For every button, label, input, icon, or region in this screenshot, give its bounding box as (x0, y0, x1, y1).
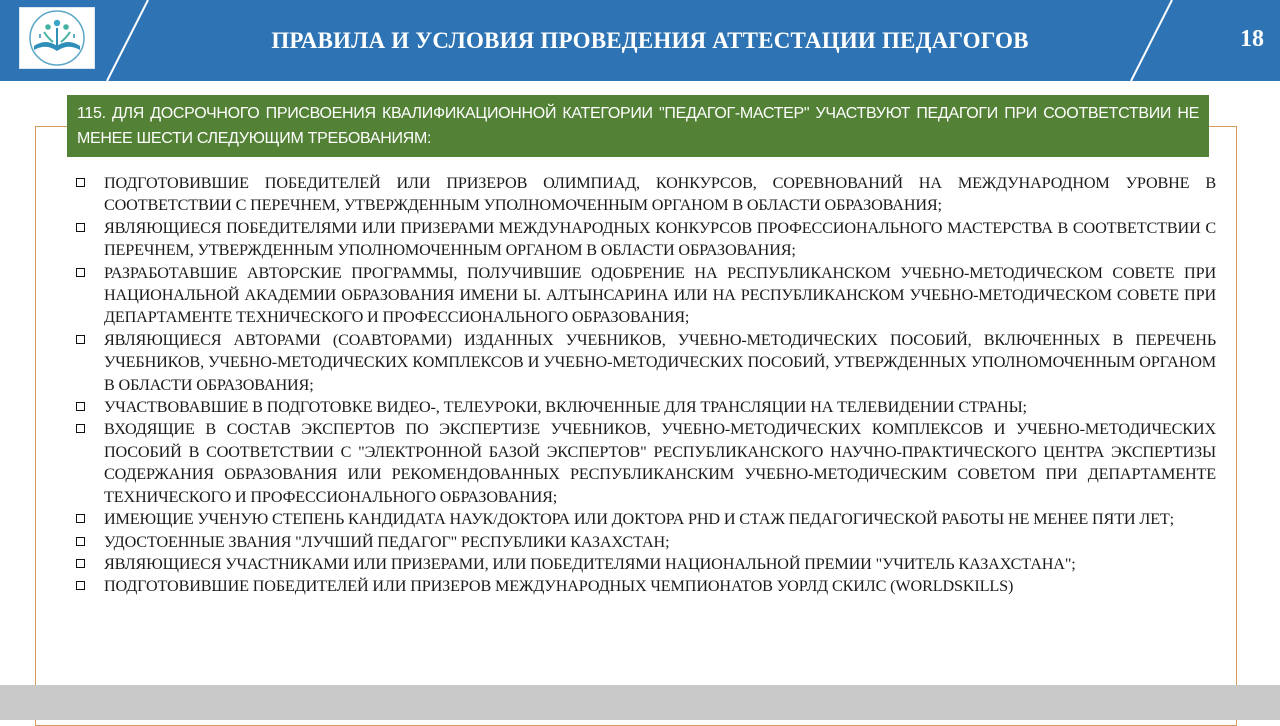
checkbox-square-icon (76, 424, 85, 433)
list-item-text: РАЗРАБОТАВШИЕ АВТОРСКИЕ ПРОГРАММЫ, ПОЛУЧИВШИЕ ОДОБРЕНИЕ НА РЕСПУБЛИКАНСКОМ УЧЕБНО-МЕТОДИЧЕСКОМ СОВЕТЕ ПРИ НАЦИОНАЛЬНОЙ АКАДЕМИИ ОБРАЗОВАНИЯ ИМЕНИ Ы. АЛТЫНСАРИНА ИЛИ НА РЕСПУБЛИКАНСКОМ УЧЕБНО-МЕТОДИЧЕСКОМ СОВЕТЕ ПРИ ДЕПАРТАМЕНТЕ ТЕХНИЧЕСКОГО И ПРОФЕССИОНАЛЬНОГО ОБРАЗОВАНИЯ; (104, 263, 1216, 327)
checkbox-square-icon (76, 559, 85, 568)
list-item (74, 553, 1216, 575)
intro-banner: 115. ДЛЯ ДОСРОЧНОГО ПРИСВОЕНИЯ КВАЛИФИКАЦИОННОЙ КАТЕГОРИИ "ПЕДАГОГ-МАСТЕР" УЧАСТВУЮТ ПЕДАГОГИ ПРИ СООТВЕТСТВИИ НЕ МЕНЕЕ ШЕСТИ СЛЕДУЮЩИМ ТРЕБОВАНИЯМ: (67, 95, 1209, 157)
list-item (74, 418, 1216, 508)
list-item-text: ИМЕЮЩИЕ УЧЕНУЮ СТЕПЕНЬ КАНДИДАТА НАУК/ДОКТОРА ИЛИ ДОКТОРА PHD И СТАЖ ПЕДАГОГИЧЕСКОЙ РАБОТЫ НЕ МЕНЕЕ ПЯТИ ЛЕТ; (104, 510, 1175, 529)
checkbox-square-icon (76, 581, 85, 590)
book-people-logo-icon (19, 7, 95, 69)
list-item-text: ЯВЛЯЮЩИЕСЯ УЧАСТНИКАМИ ИЛИ ПРИЗЕРАМИ, ИЛИ ПОБЕДИТЕЛЯМИ НАЦИОНАЛЬНОЙ ПРЕМИИ "УЧИТЕЛЬ КАЗАХСТАНА"; (104, 554, 1076, 573)
checkbox-square-icon (76, 335, 85, 344)
slide-header (0, 0, 1280, 81)
list-item (74, 262, 1216, 329)
list-item-text: ЯВЛЯЮЩИЕСЯ ПОБЕДИТЕЛЯМИ ИЛИ ПРИЗЕРАМИ МЕЖДУНАРОДНЫХ КОНКУРСОВ ПРОФЕССИОНАЛЬНОГО МАСТЕРСТВА В СООТВЕТСТВИИ С ПЕРЕЧНЕМ, УТВЕРЖДЕННЫМ УПОЛНОМОЧЕННЫМ ОРГАНОМ В ОБЛАСТИ ОБРАЗОВАНИЯ; (104, 218, 1216, 260)
checkbox-square-icon (76, 537, 85, 546)
checkbox-square-icon (76, 402, 85, 411)
list-item (74, 217, 1216, 262)
list-item (74, 575, 1216, 597)
list-item (74, 329, 1216, 396)
list-item (74, 508, 1216, 530)
page-number: 18 (1240, 26, 1264, 52)
requirements-list (74, 172, 1216, 598)
checkbox-square-icon (76, 178, 85, 187)
list-item-text: УДОСТОЕННЫЕ ЗВАНИЯ "ЛУЧШИЙ ПЕДАГОГ" РЕСПУБЛИКИ КАЗАХСТАН; (104, 532, 670, 551)
checkbox-square-icon (76, 223, 85, 232)
list-item-text: ПОДГОТОВИВШИЕ ПОБЕДИТЕЛЕЙ ИЛИ ПРИЗЕРОВ ОЛИМПИАД, КОНКУРСОВ, СОРЕВНОВАНИЙ НА МЕЖДУНАРОДНОМ УРОВНЕ В СООТВЕТСТВИИ С ПЕРЕЧНЕМ, УТВЕРЖДЕННЫМ УПОЛНОМОЧЕННЫМ ОРГАНОМ В ОБЛАСТИ ОБРАЗОВАНИЯ; (104, 174, 1216, 215)
checkbox-square-icon (76, 514, 85, 523)
list-item-text: ВХОДЯЩИЕ В СОСТАВ ЭКСПЕРТОВ ПО ЭКСПЕРТИЗЕ УЧЕБНИКОВ, УЧЕБНО-МЕТОДИЧЕСКИХ КОМПЛЕКСОВ И УЧЕБНО-МЕТОДИЧЕСКИХ ПОСОБИЙ В СООТВЕТСТВИИ С "ЭЛЕКТРОННОЙ БАЗОЙ ЭКСПЕРТОВ" РЕСПУБЛИКАНСКОГО НАУЧНО-ПРАКТИЧЕСКОГО ЦЕНТРА ЭКСПЕРТИЗЫ СОДЕРЖАНИЯ ОБРАЗОВАНИЯ ИЛИ РЕКОМЕНДОВАННЫХ РЕСПУБЛИКАНСКИМ УЧЕБНО-МЕТОДИЧЕСКИМ СОВЕТОМ ПРИ ДЕПАРТАМЕНТЕ ТЕХНИЧЕСКОГО И ПРОФЕССИОНАЛЬНОГО ОБРАЗОВАНИЯ; (104, 420, 1216, 506)
list-item-text: ЯВЛЯЮЩИЕСЯ АВТОРАМИ (СОАВТОРАМИ) ИЗДАННЫХ УЧЕБНИКОВ, УЧЕБНО-МЕТОДИЧЕСКИХ ПОСОБИЙ, ВКЛЮЧЕННЫХ В ПЕРЕЧЕНЬ УЧЕБНИКОВ, УЧЕБНО-МЕТОДИЧЕСКИХ КОМПЛЕКСОВ И УЧЕБНО-МЕТОДИЧЕСКИХ ПОСОБИЙ, УТВЕРЖДЕННЫХ УПОЛНОМОЧЕННЫМ ОРГАНОМ В ОБЛАСТИ ОБРАЗОВАНИЯ; (104, 330, 1216, 394)
list-item (74, 396, 1216, 418)
footer-band (0, 685, 1280, 720)
list-item (74, 172, 1216, 217)
list-item-text: ПОДГОТОВИВШИЕ ПОБЕДИТЕЛЕЙ ИЛИ ПРИЗЕРОВ МЕЖДУНАРОДНЫХ ЧЕМПИОНАТОВ УОРЛД СКИЛС (WORLDSKILLS) (104, 577, 1014, 596)
list-item-text: УЧАСТВОВАВШИЕ В ПОДГОТОВКЕ ВИДЕО-, ТЕЛЕУРОКИ, ВКЛЮЧЕННЫЕ ДЛЯ ТРАНСЛЯЦИИ НА ТЕЛЕВИДЕНИИ СТРАНЫ; (104, 398, 1027, 417)
slide-title: ПРАВИЛА И УСЛОВИЯ ПРОВЕДЕНИЯ АТТЕСТАЦИИ ПЕДАГОГОВ (271, 28, 1029, 53)
checkbox-square-icon (76, 268, 85, 277)
list-item (74, 531, 1216, 553)
